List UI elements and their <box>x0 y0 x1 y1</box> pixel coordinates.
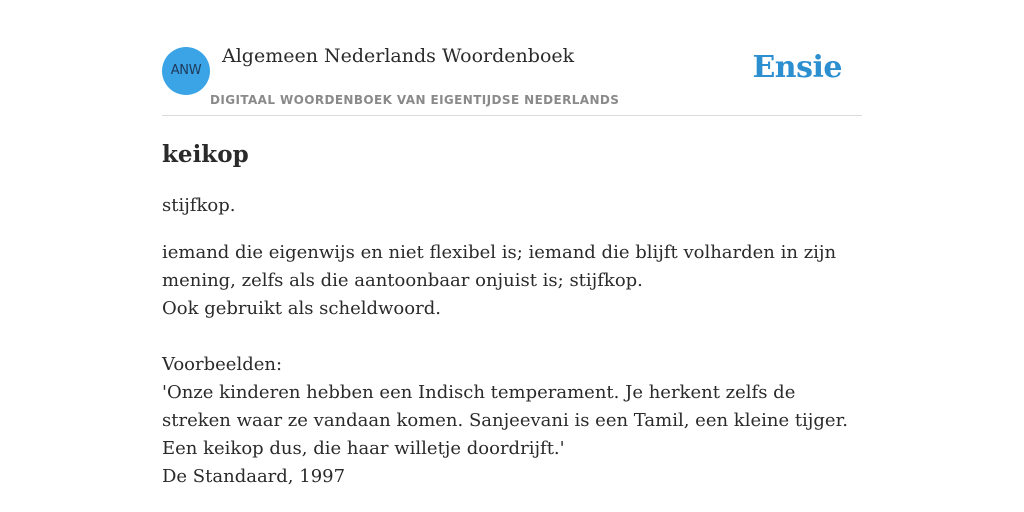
headword: keikop <box>162 141 249 168</box>
usage-note: Ook gebruikt als scheldwoord. <box>162 298 441 319</box>
source-subtitle: DIGITAAL WOORDENBOEK VAN EIGENTIJDSE NEDERLANDS <box>210 93 620 107</box>
definition-block <box>162 239 852 491</box>
short-definition: stijfkop. <box>162 195 236 216</box>
definition-text: iemand die eigenwijs en niet flexibel is; iemand die blijft volharden in zijn mening, zelfs als die aantoonbaar onjuist is; stijfkop. <box>162 242 837 291</box>
source-title[interactable]: Algemeen Nederlands Woordenboek <box>222 45 575 67</box>
spacer <box>162 323 852 351</box>
anw-logo[interactable]: ANW <box>162 47 210 95</box>
example-quote: 'Onze kinderen hebben een Indisch temperament. Je herkent zelfs de streken waar ze vandaan komen. Sanjeevani is een Tamil, een kleine tijger. Een keikop dus, die haar willetje doordrijft.' <box>162 382 848 459</box>
entry-content <box>162 138 852 491</box>
header-divider <box>162 115 862 116</box>
header <box>162 0 862 116</box>
examples-label: Voorbeelden: <box>162 354 283 375</box>
ensie-logo[interactable]: Ensie <box>752 50 842 85</box>
example-source: De Standaard, 1997 <box>162 466 346 487</box>
